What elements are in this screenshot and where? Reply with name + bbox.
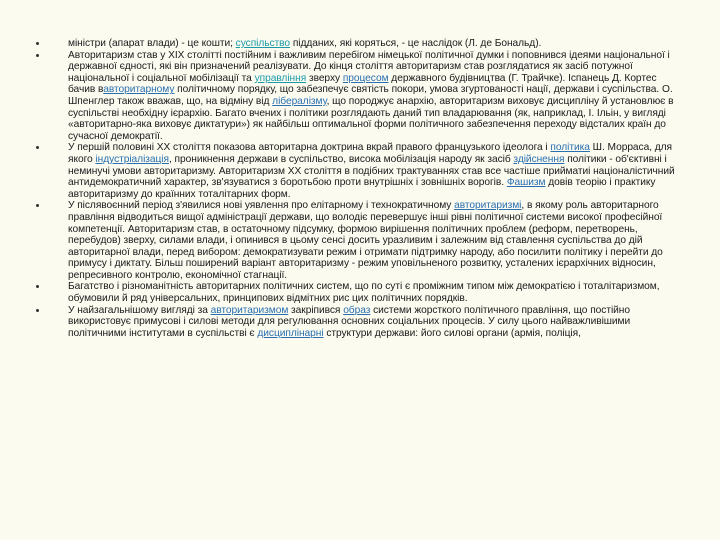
bullet-dot-icon [36, 204, 39, 207]
list-item [36, 142, 686, 200]
inline-link[interactable]: образ [343, 304, 371, 316]
bullet-dot-icon [36, 42, 39, 45]
list-item [36, 281, 686, 304]
inline-link[interactable]: авторитаризмі [454, 200, 522, 212]
inline-link[interactable]: Фашизм [506, 177, 546, 189]
body-text: У найзагальнішому вигляді за [68, 304, 211, 316]
list-item [36, 200, 686, 281]
list-item [36, 38, 686, 50]
inline-link[interactable]: здійснення [513, 153, 565, 165]
bullet-dot-icon [36, 309, 39, 312]
inline-link[interactable]: управління [254, 72, 307, 84]
inline-link[interactable]: авторитарному [103, 84, 175, 96]
inline-link[interactable]: лібералізму [272, 95, 327, 107]
body-text: , в якому роль авторитарного правління відводиться вищої адміністрації держави, що володіє перевершує інші рівні політичної системи високої професійної компетенції. Авторитаризм став, в остаточному підсумку, формою вирішення політичних проблем (реформ, перетворень, перебудов) зверху, силами влади, і опинився в цьому сенсі досить уразливим і залежним від ставлення суспільства до дій авторитарної влади, перед вибором: демократизувати режим і отримати підтримку народу, або посилити політику і перейти до примусу і диктату. Більш поширений варіант авторитаризму - режим уповільненого розвитку, усталених ієрархічних відносин, репресивного контролю, економічної стагнації. [68, 200, 663, 281]
body-text: політики - об'єктивні і неминучі умови авторитаризму. Авторитаризм ХХ століття в подібних трактуваннях став все частіше прийматиі націоналістичний антидемократичний характер, зв'язуватися з боротьбою проти внутрішніх і зовнішніх ворогів. [68, 153, 675, 189]
body-text: закріпився [288, 304, 344, 316]
list-item [36, 50, 686, 143]
bullet-dot-icon [36, 285, 39, 288]
body-text: , що породжує анархію, авторитаризм виховує дисципліну й установлює в суспільстві необхідну ієрархію. Багато вчених і політики розглядають даний тип владарювання (як, наприклад, І. Ільін, у вигляді «авторитарно-яка виховує диктатури») як найбільш оптимальної форми політичного забезпечення переходу відсталих країн до сучасної демократії. [68, 95, 674, 142]
body-text: У першій половині ХХ століття показова авторитарна доктрина вкрай правого французького ідеолога і [68, 142, 551, 154]
inline-link[interactable]: політика [550, 142, 590, 154]
inline-link[interactable]: дисциплінарні [257, 327, 324, 339]
inline-link[interactable]: процесом [342, 72, 389, 84]
body-text: Багатство і різноманітність авторитарних політичних систем, що по суті є проміжним типом між демократією і тоталітаризмом, обумовили й ряд універсальних, принципових відмітних рис цих політичних порядків. [68, 281, 660, 305]
body-text: політичному порядку, що забезпечує святість покори, умова згуртованості нації, держави і суспільства. О. Шпенглер також вважав, що, на відміну від [68, 84, 673, 107]
body-text: підданих, які коряться, - це наслідок (Л. де Бональд). [290, 38, 542, 49]
bullet-dot-icon [36, 54, 39, 57]
inline-link[interactable]: індустріалізація [95, 153, 169, 165]
body-text: довів теорію і практику авторитаризму до країнних тоталітарних форм. [68, 177, 656, 200]
body-text: державного будівництва (Г. Трайчке). Іспанець Д. Кортес бачив в [68, 72, 657, 96]
bullet-list [36, 38, 686, 339]
body-text: зверху [306, 72, 343, 84]
body-text: Ш. Морраса, для якого [68, 142, 673, 165]
inline-link[interactable]: суспільство [235, 38, 291, 49]
body-text: структури держави: його силові органи (армія, поліція, [323, 327, 581, 339]
body-text: Авторитаризм став у ХІХ столітті постійним і важливим перебігом німецької політичної думки і поповнився ідеями національної і державної єдності, які він призначений реалізувати. До кінця століття авторитаризм став розглядатися як засіб потужної національної і соціальної мобілізації та [68, 49, 670, 84]
list-item [36, 305, 686, 340]
body-text: системи жорсткого політичного правління, що постійно використовує примусові і силові методи для регулювання основних соціальних процесів. У силу цього найважливішими політичними інститутами в суспільстві є [68, 304, 631, 339]
bullet-dot-icon [36, 146, 39, 149]
body-text: міністри (апарат влади) - це кошти; [68, 38, 236, 49]
body-text: , проникнення держави в суспільство, висока мобілізація народу як засіб [168, 153, 514, 165]
body-text: У післявоєнний період з'явилися нові уявлення про елітарному і технократичному [68, 200, 455, 212]
inline-link[interactable]: авторитаризмом [210, 304, 289, 316]
